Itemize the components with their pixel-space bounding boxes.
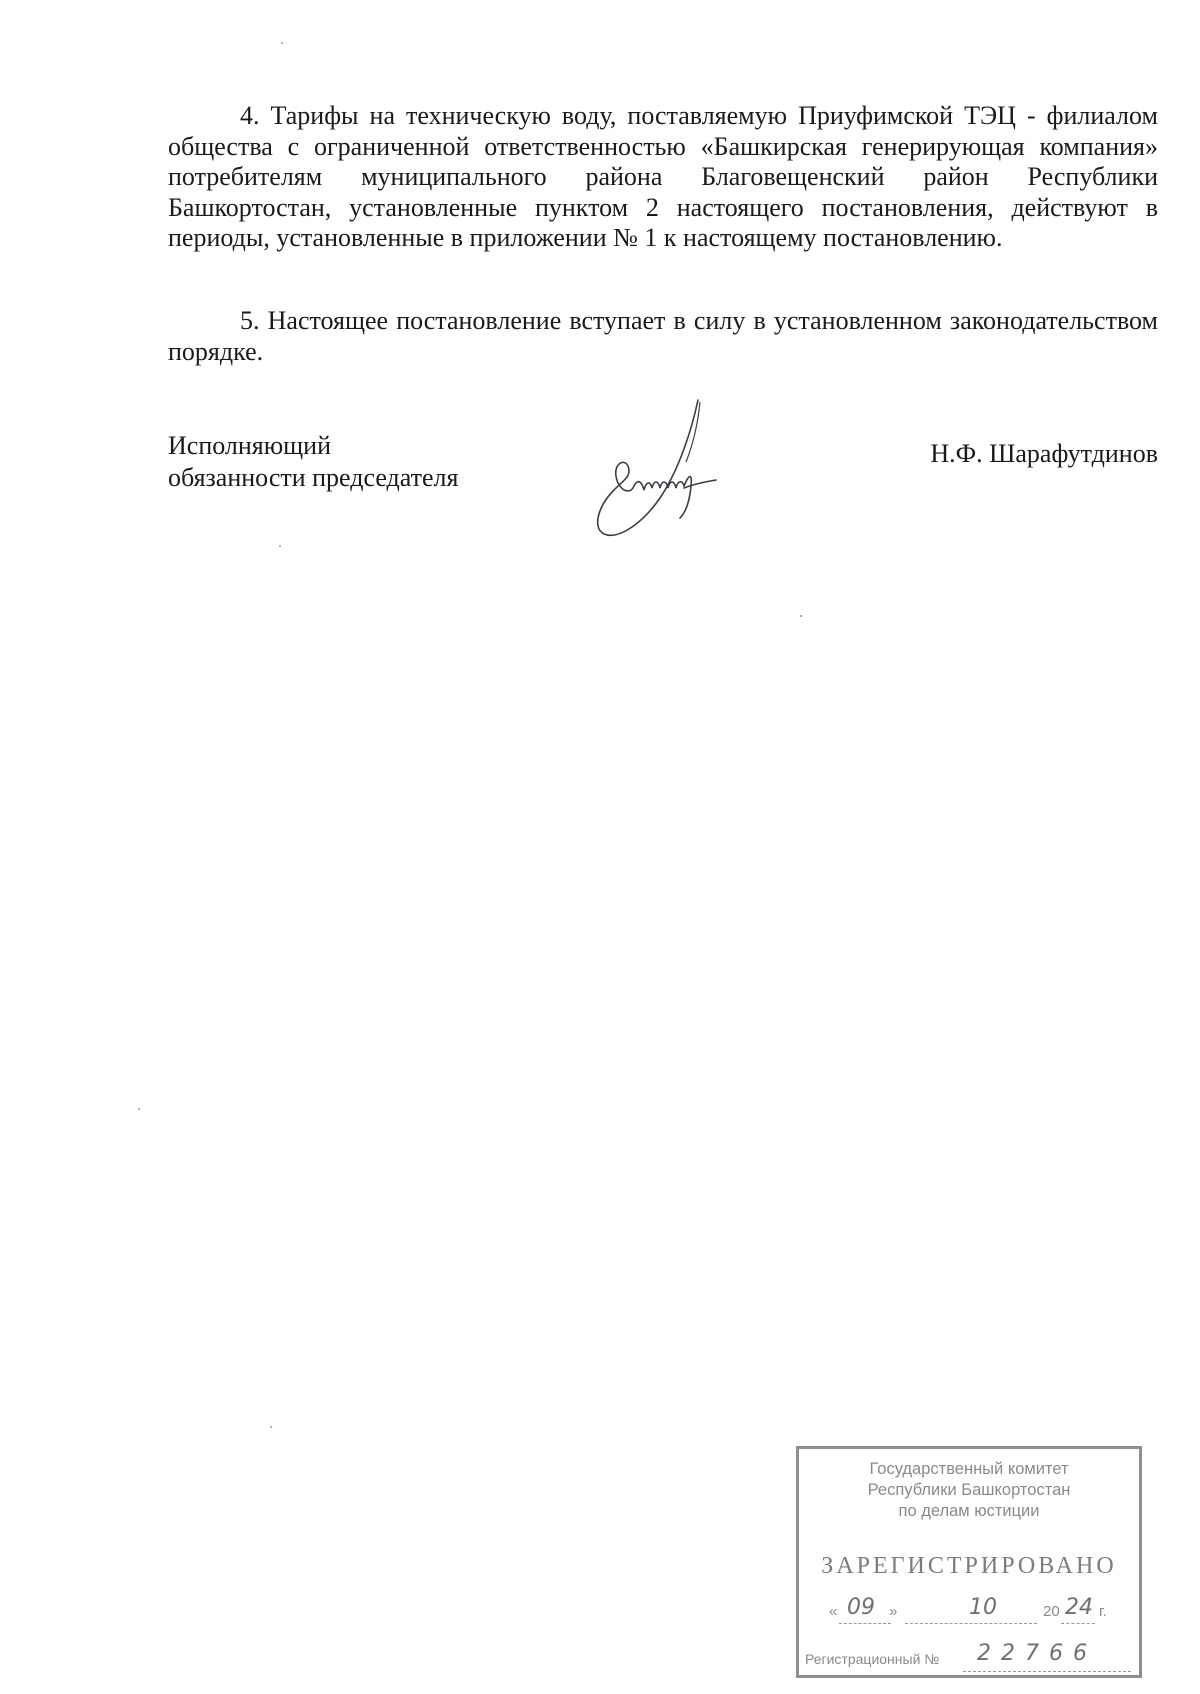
- signatory-position-line2: обязанности председателя: [168, 463, 459, 492]
- stamp-org-line1: Государственный комитет: [869, 1460, 1069, 1478]
- stamp-organization: [799, 1459, 1139, 1522]
- stamp-year-prefix: 20: [1043, 1603, 1060, 1620]
- stamp-org-line2: Республики Башкортостан: [867, 1481, 1071, 1499]
- signatory-position: [168, 430, 458, 494]
- stamp-month-line: [905, 1623, 1037, 1624]
- registration-stamp: [796, 1446, 1142, 1678]
- scan-speck: [138, 1108, 140, 1110]
- scan-speck: [279, 545, 281, 547]
- stamp-year-unit: г.: [1099, 1603, 1107, 1620]
- stamp-year-line: [1061, 1623, 1095, 1624]
- stamp-quote-open: «: [829, 1603, 838, 1620]
- stamp-registered-label: ЗАРЕГИСТРИРОВАНО: [821, 1553, 1117, 1579]
- stamp-month: 10: [969, 1595, 997, 1620]
- stamp-date: [829, 1597, 1129, 1627]
- paragraph-4: 4. Тарифы на техническую воду, поставляемую Приуфимской ТЭЦ - филиалом общества с ограниченной ответственностью «Башкирская генерирующая компания» потребителям муниципального района Благовещенский район Республики Башкортостан, установленные пунктом 2 настоящего постановления, действуют в периоды, установленные в приложении № 1 к настоящему постановлению.: [168, 101, 1158, 252]
- stamp-day-line: [839, 1623, 891, 1624]
- signatory-name: Н.Ф. Шарафутдинов: [930, 439, 1158, 468]
- stamp-reg-number: 22766: [977, 1641, 1097, 1666]
- scan-speck: [800, 615, 802, 617]
- stamp-org-line3: по делам юстиции: [898, 1502, 1040, 1520]
- signatory-position-line1: Исполняющий: [168, 431, 332, 460]
- stamp-quote-close: »: [889, 1603, 898, 1620]
- stamp-day: 09: [847, 1595, 875, 1620]
- stamp-year-suffix: 24: [1065, 1595, 1093, 1620]
- handwritten-signature: [580, 398, 740, 546]
- stamp-reg-label: Регистрационный №: [805, 1651, 940, 1667]
- paragraph-5: 5. Настоящее постановление вступает в силу в установленном законодательством порядке.: [168, 306, 1158, 366]
- scan-speck: [270, 1426, 272, 1428]
- stamp-registration-number: [805, 1641, 1135, 1675]
- stamp-reg-line: [963, 1671, 1131, 1672]
- scan-speck: [281, 42, 283, 44]
